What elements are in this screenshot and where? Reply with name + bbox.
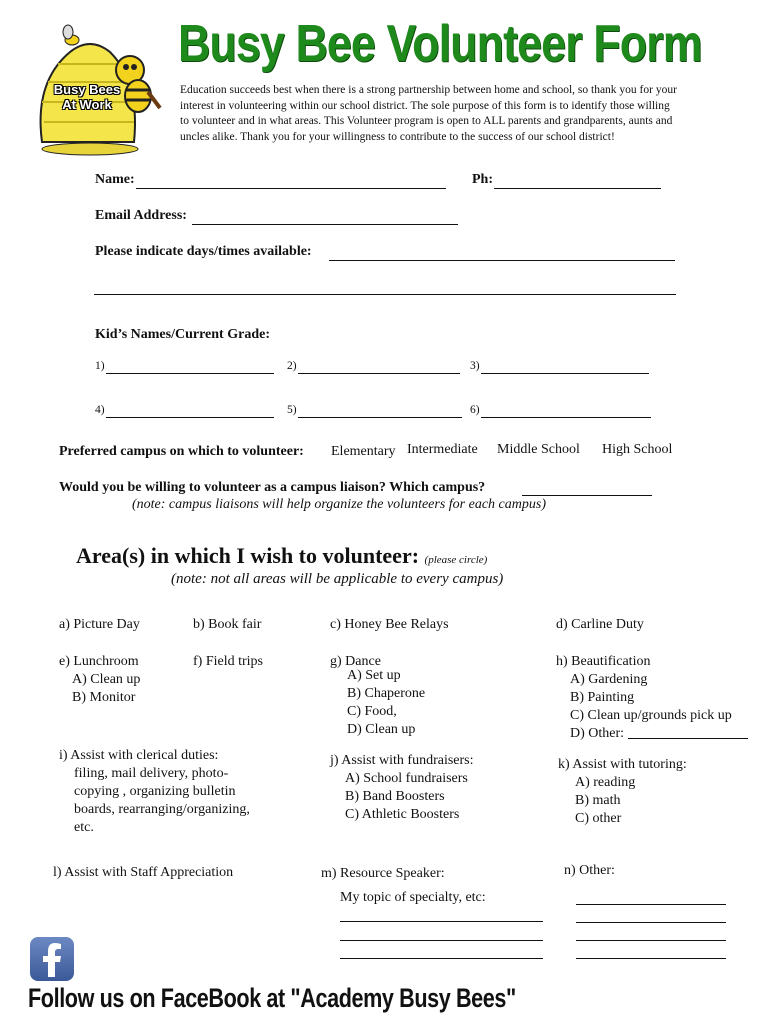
campus-option-elementary[interactable]: Elementary — [331, 444, 396, 459]
area-h-title[interactable]: h) Beautification — [556, 654, 651, 669]
area-i-text: etc. — [74, 820, 94, 835]
area-g-option[interactable]: A) Set up — [347, 668, 401, 683]
area-h-option[interactable]: C) Clean up/grounds pick up — [570, 708, 732, 723]
logo-line-2: At Work — [62, 97, 112, 112]
facebook-follow-text[interactable]: Follow us on FaceBook at "Academy Busy Bees" — [28, 983, 516, 1013]
area-a[interactable]: a) Picture Day — [59, 617, 140, 632]
campus-option-intermediate[interactable]: Intermediate — [407, 442, 478, 457]
area-k-title[interactable]: k) Assist with tutoring: — [558, 757, 687, 772]
area-e — [59, 653, 140, 707]
area-m[interactable]: m) Resource Speaker: — [321, 866, 445, 881]
phone-field[interactable] — [494, 188, 661, 189]
area-h-option[interactable]: B) Painting — [570, 690, 635, 705]
kid-6-field[interactable] — [481, 417, 651, 418]
area-j-title[interactable]: j) Assist with fundraisers: — [330, 753, 474, 768]
area-l[interactable]: l) Assist with Staff Appreciation — [53, 865, 234, 880]
kid-4-field[interactable] — [106, 417, 274, 418]
kid-1-label: 1) — [95, 360, 105, 372]
area-i-text: copying , organizing bulletin — [74, 784, 236, 799]
name-field[interactable] — [136, 188, 446, 189]
kid-4-label: 4) — [95, 404, 105, 416]
areas-subnote: (note: not all areas will be applicable to every campus) — [171, 571, 504, 587]
area-h-option[interactable]: A) Gardening — [570, 672, 648, 687]
area-f[interactable]: f) Field trips — [193, 654, 263, 669]
busy-bees-logo — [30, 22, 170, 157]
days-label: Please indicate days/times available: — [95, 244, 312, 259]
area-c[interactable]: c) Honey Bee Relays — [330, 617, 449, 632]
area-d[interactable]: d) Carline Duty — [556, 617, 644, 632]
area-k-option[interactable]: B) math — [575, 793, 621, 808]
area-m-topic-field[interactable] — [340, 921, 543, 922]
area-n-field[interactable] — [576, 922, 726, 923]
area-g-option[interactable]: D) Clean up — [347, 722, 416, 737]
facebook-icon[interactable] — [30, 937, 74, 981]
area-e-title[interactable]: e) Lunchroom — [59, 654, 139, 669]
kid-1-field[interactable] — [106, 373, 274, 374]
area-k-option[interactable]: C) other — [575, 811, 622, 826]
area-k-option[interactable]: A) reading — [575, 775, 636, 790]
bee-icon — [63, 25, 79, 45]
phone-label: Ph: — [472, 172, 493, 187]
kid-2-field[interactable] — [298, 373, 460, 374]
name-label: Name: — [95, 172, 135, 187]
area-i — [59, 747, 250, 837]
area-g-option[interactable]: C) Food, — [347, 704, 397, 719]
area-e-option[interactable]: B) Monitor — [72, 690, 136, 705]
area-i-title[interactable]: i) Assist with clerical duties: — [59, 748, 219, 763]
liaison-label: Would you be willing to volunteer as a campus liaison? Which campus? — [59, 480, 486, 495]
area-g-title[interactable]: g) Dance — [330, 654, 381, 669]
liaison-field[interactable] — [522, 495, 652, 496]
kid-5-label: 5) — [287, 404, 297, 416]
area-i-text: filing, mail delivery, photo- — [74, 766, 229, 781]
campus-option-middle-school[interactable]: Middle School — [497, 442, 580, 457]
campus-label: Preferred campus on which to volunteer: — [59, 444, 304, 459]
areas-heading-note: (please circle) — [424, 554, 488, 566]
kid-2-label: 2) — [287, 360, 297, 372]
area-k — [558, 756, 687, 828]
kid-3-label: 3) — [470, 360, 480, 372]
area-j-option[interactable]: C) Athletic Boosters — [345, 807, 460, 822]
area-h-other-label: D) Other: — [570, 726, 625, 741]
area-m-topic-label: My topic of specialty, etc: — [340, 890, 486, 905]
area-g-option[interactable]: B) Chaperone — [347, 686, 426, 701]
area-b[interactable]: b) Book fair — [193, 617, 262, 632]
area-h-option[interactable] — [556, 725, 748, 743]
days-field-line-2[interactable] — [94, 294, 676, 295]
area-n[interactable]: n) Other: — [564, 863, 615, 878]
areas-heading — [76, 543, 487, 569]
area-n-field[interactable] — [576, 940, 726, 941]
kids-label: Kid’s Names/Current Grade: — [95, 327, 270, 342]
email-field[interactable] — [192, 224, 458, 225]
page-title: Busy Bee Volunteer Form — [178, 15, 702, 73]
logo-line-1: Busy Bees — [53, 82, 121, 97]
liaison-note: (note: campus liaisons will help organize the volunteers for each campus) — [132, 497, 546, 512]
area-m-topic-field[interactable] — [340, 958, 543, 959]
area-j-option[interactable]: B) Band Boosters — [345, 789, 445, 804]
days-field[interactable] — [329, 260, 675, 261]
email-label: Email Address: — [95, 208, 187, 223]
kid-5-field[interactable] — [298, 417, 462, 418]
intro-paragraph: Education succeeds best when there is a strong partnership between home and school, so thank you for your interest in volunteering within our school district. The sole purpose of this form is to identify those willing to volunteer and in what areas. This Volunteer program is open to ALL parents and grandparents, aunts and uncles alike. Thank you for your willingness to contribute to the success of our school district! — [180, 84, 677, 143]
area-g — [330, 653, 425, 739]
area-j-option[interactable]: A) School fundraisers — [345, 771, 468, 786]
kid-6-label: 6) — [470, 404, 480, 416]
area-j — [330, 752, 474, 824]
area-h-other-field[interactable] — [628, 738, 748, 739]
areas-heading-text: Area(s) in which I wish to volunteer: — [76, 543, 420, 568]
area-h — [556, 653, 748, 743]
area-i-text: boards, rearranging/organizing, — [74, 802, 250, 817]
area-n-field[interactable] — [576, 904, 726, 905]
kid-3-field[interactable] — [481, 373, 649, 374]
area-n-field[interactable] — [576, 958, 726, 959]
area-m-topic-field[interactable] — [340, 940, 543, 941]
campus-option-high-school[interactable]: High School — [602, 442, 673, 457]
area-e-option[interactable]: A) Clean up — [72, 672, 141, 687]
